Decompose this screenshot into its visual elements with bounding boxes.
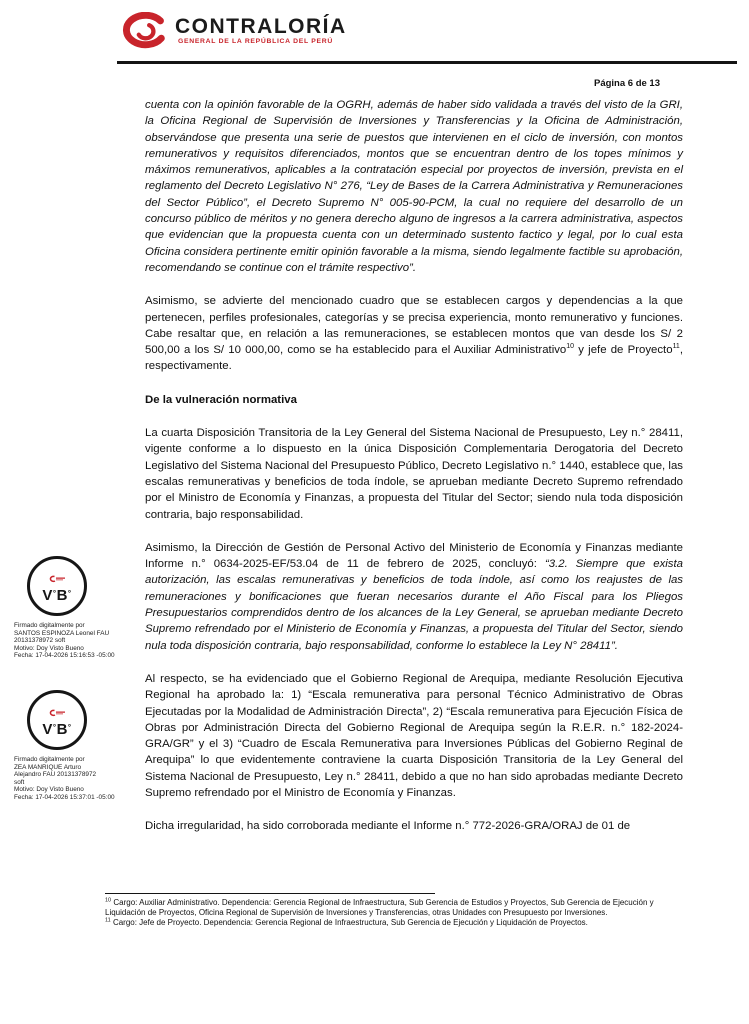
contraloria-logo — [118, 12, 347, 54]
section-heading: De la vulneración normativa — [145, 393, 297, 406]
contraloria-mini-logo-icon — [48, 570, 66, 588]
footnotes-section — [105, 893, 669, 928]
page-number: Página 6 de 13 — [594, 78, 661, 89]
paragraph-irregularidad: Dicha irregularidad, ha sido corroborada mediante el Informe n.° 772-2026-GRA/ORAJ de 01 de — [145, 820, 631, 833]
footnote-ref-10: 10 — [566, 343, 575, 351]
paragraph-informe-mef — [145, 540, 683, 654]
document-body — [145, 97, 683, 852]
paragraph-text: y jefe de Proyecto — [574, 344, 673, 357]
digital-signature-text: Firmado digitalmente por SANTOS ESPINOZA Leonel FAU 20131378972 soft Motivo: Doy Visto Bueno Fecha: 17-04-2026 15:16:53 -05:00 — [14, 622, 115, 660]
logo-title: CONTRALORÍA — [175, 15, 347, 38]
vb-label: V°B° — [42, 586, 72, 604]
paragraph-text: Asimismo, la Dirección de Gestión de Personal Activo del Ministerio de Economía y Finanzas mediante Informe n.° 0634-2025-EF/53.04 de 11 de febrero de 2025, concluyó: — [145, 541, 683, 571]
header-divider — [117, 61, 737, 64]
paragraph-remuneraciones — [145, 293, 683, 374]
quoted-conclusion: “3.2. Siempre que exista autorización, las escalas remunerativas y beneficios de toda índole, así como los reajustes de las remuneraciones y bonificaciones que fueran necesarios durante el Año Fiscal para los Pliegos Presupuestarios comprendidos dentro de los alcances de la Ley General, se aprueban mediante Decreto Supremo refrendado por el Ministerio de Economía y Finanzas, a propuesta del Titular del Sector, siendo nula toda disposición contraria, bajo responsabilidad, conforme lo establece la Ley N° 28411”. — [145, 558, 683, 652]
paragraph-arequipa: Al respecto, se ha evidenciado que el Gobierno Regional de Arequipa, mediante Resolución Ejecutiva Regional ha aprobado la: 1) “Escala remunerativa para personal Técnico Administrativo de Obras Ejecutadas por la Modalidad de Administración Directa”, 2) “Escala remunerativa para Ejecución Física de Obras por Administración Directa del Gobierno Regional de Arequipa según la R.E.R. n.° 182-2024-GRA/GR” y el 3) “Cuadro de Escala Remunerativa para Inversiones Públicas del Gobierno Reginal de Arequipa” lo que evidentemente contraviene la cuarta Disposición Transitoria de la Ley General del Sistema Nacional de Presupuesto, Ley n.° 28411, debido a que no han sido aprobadas mediante Decreto Supremo refrendado por el Ministro de Economía y Finanzas. — [145, 672, 683, 799]
digital-signature-text: Firmado digitalmente por ZEA MANRIQUE Arturo Alejandro FAU 20131378972 soft Motivo: Doy Visto Bueno Fecha: 17-04-2026 15:37:01 -05:00 — [14, 756, 115, 801]
footnote-10: $^{10}$ Cargo: Auxiliar Administrativo. Dependencia: Gerencia Regional de Infraestructura, Sub Gerencia de Estudios y Proyectos, Sub Gerencia de Ejecución y Liquidación de Proyectos, Oficina Regional de Supervisión de Inversiones y Transferencias, otras Unidades con Presupuesto por Inversiones. — [105, 897, 654, 917]
paragraph-text: Asimismo, se advierte del mencionado cuadro que se establecen cargos y dependencias a la que pertenecen, perfiles profesionales, categorías y se precisa experiencia, monto remunerativo y funciones. Cabe resaltar que, en relación a las remuneraciones, se establecen montos que van desde los S/ 2 500,00 a los S/ 10 000,00, como se ha establecido para el Auxiliar Administrativo — [145, 295, 683, 357]
footnote-ref-11: 11 — [672, 343, 680, 351]
contraloria-mini-logo-icon — [48, 704, 66, 722]
vb-label: V°B° — [42, 720, 72, 738]
paragraph-text: , respectivamente. — [145, 344, 684, 373]
vb-stamp-zea — [14, 690, 139, 802]
paragraph-ley-28411: La cuarta Disposición Transitoria de la Ley General del Sistema Nacional de Presupuesto, Ley n.° 28411, vigente conforme a lo dispuesto en la única Disposición Complementaria Derogatoria del Decreto Legislativo del Sistema Nacional del Presupuesto Público, Decreto Legislativo n.° 1440, establece que, las escalas remunerativas y beneficios de toda índole, se aprueban mediante Decreto Supremo refrendado por el Ministro de Economía y Finanzas, a propuesta del Titular del Sector; siendo nula toda disposición contraria, bajo responsabilidad. — [145, 427, 683, 521]
vb-stamp-santos — [14, 556, 139, 660]
footnote-divider — [105, 893, 435, 894]
vb-stamp-circle — [27, 556, 87, 616]
vb-stamp-circle — [27, 690, 87, 750]
logo-subtitle: GENERAL DE LA REPÚBLICA DEL PERÚ — [178, 38, 333, 45]
footnote-11: $^{11}$ Cargo: Jefe de Proyecto. Dependencia: Gerencia Regional de Infraestructura, Sub Gerencia de Ejecución y Liquidación de Proyectos. — [105, 917, 588, 927]
logo-text — [175, 16, 347, 45]
contraloria-swoosh-icon — [118, 12, 170, 54]
quoted-opinion-paragraph: cuenta con la opinión favorable de la OGRH, además de haber sido validada a través del visto de la GRI, la Oficina Regional de Supervisión de Inversiones y Transferencias y la Oficina de Administración, observándose que presenta una serie de puestos que intervienen en el ciclo de inversión, con montos remunerativos y requisitos diferenciados, montos que se encuentran dentro de los topes mínimos y máximos remunerativos, aplicables a la contratación especial por proyectos de inversión, prevista en el reglamento del Decreto Legislativo N° 276, “Ley de Bases de la Carrera Administrativa y Remuneraciones del Sector Público”, el Decreto Supremo N° 005-90-PCM, la cual no requiere del desarrollo de un concurso público de méritos y no genera derecho alguno de ingresos a la carrera administrativa, aspectos que evidencian que la propuesta cuenta con un determinado sustento factico y legal, por lo cual esta Oficina considera pertinente emitir opinión favorable a la misma, siendo legalmente factible su aprobación, recomendando se continue con el trámite respectivo”. — [145, 99, 683, 274]
